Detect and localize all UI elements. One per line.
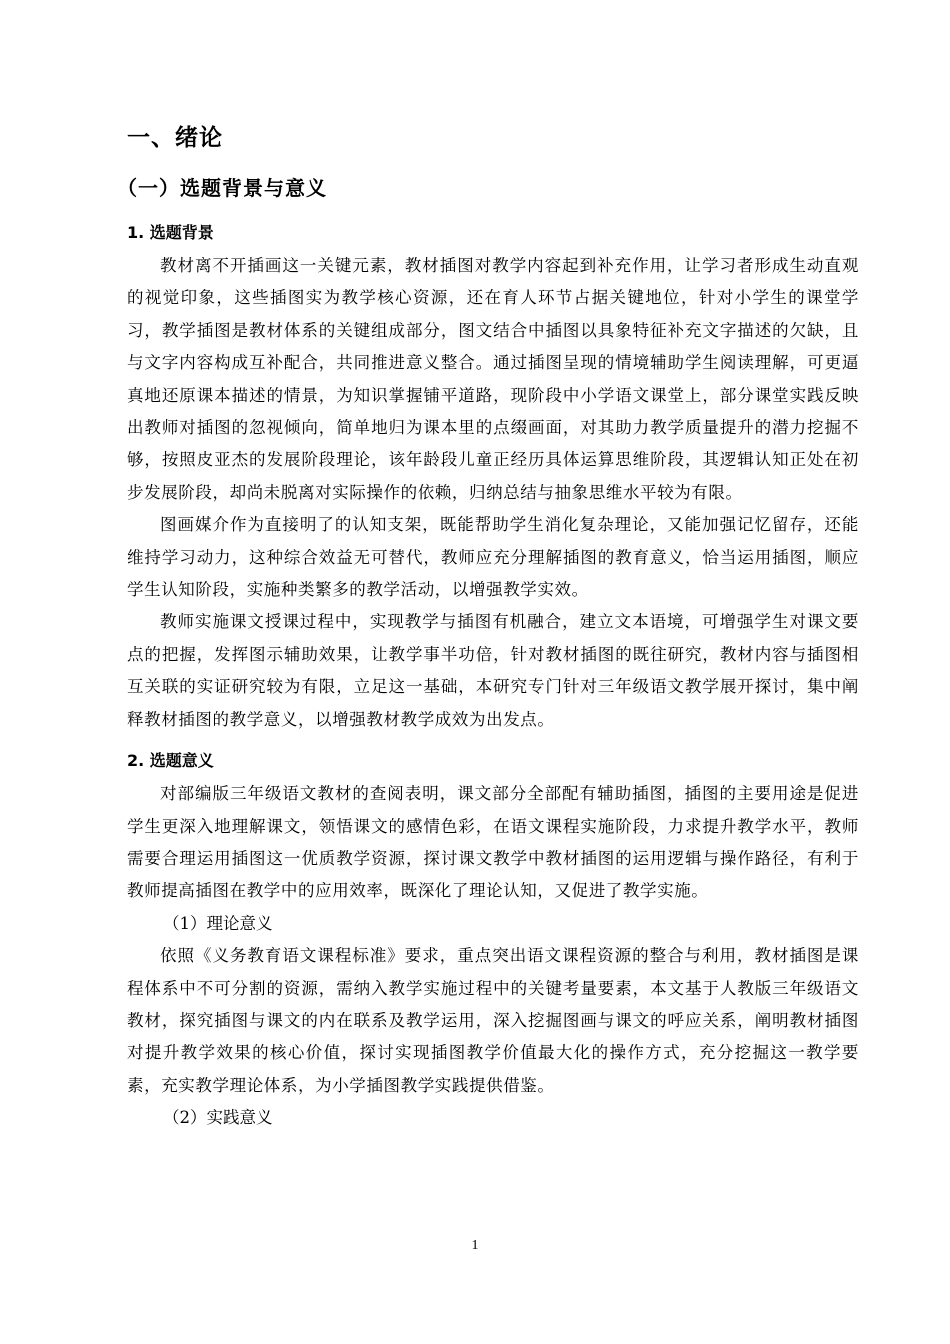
background-heading: 1. 选题背景 xyxy=(127,223,214,242)
section-title: （一）选题背景与意义 xyxy=(117,176,327,200)
practice-heading: （2）实践意义 xyxy=(163,1108,273,1128)
chapter-title: 一、绪论 xyxy=(127,125,223,151)
significance-heading: 2. 选题意义 xyxy=(127,751,214,771)
background-paragraph: 教材离不开插画这一关键元素，教材插图对教学内容起到补充作用，让学习者形成生动直观的视觉印象，这些插图实为教学核心资源，还在育人环节占据关键地位，针对小学生的课堂学习，教学插图是教材体系的关键组成部分，图文结合中插图以具象特征补充文字描述的欠缺，且与文字内容构成互补配合，共同推进意义整合。通过插图呈现的情境辅助学生阅读理解，可更逼真地还原课本描述的情景，为知识掌握铺平道路，现阶段中小学语文课堂上，部分课堂实践反映出教师对插图的忽视倾向，简单地归为课本里的点缀画面，对其助力教学质量提升的潜力挖掘不够，按照皮亚杰的发展阶段理论，该年龄段儿童正经历具体运算思维阶段，其逻辑认知正处在初步发展阶段，却尚未脱离对实际操作的依赖，归纳总结与抽象思维水平较为有限。 xyxy=(127,256,859,502)
theory-paragraph: 依照《义务教育语文课程标准》要求，重点突出语文课程资源的整合与利用，教材插图是课程体系中不可分割的资源，需纳入教学实施过程中的关键考量要素，本文基于人教版三年级语文教材，探究插图与课文的内在联系及教学运用，深入挖掘图画与课文的呼应关系，阐明教材插图对提升教学效果的核心价值，探讨实现插图教学价值最大化的操作方式，充分挖掘这一教学要素，充实教学理论体系，为小学插图教学实践提供借鉴。 xyxy=(127,946,859,1095)
page-number: 1 xyxy=(471,1238,479,1253)
theory-heading: （1）理论意义 xyxy=(163,913,273,933)
page-content xyxy=(117,118,859,1135)
background-paragraph: 教师实施课文授课过程中，实现教学与插图有机融合，建立文本语境，可增强学生对课文要点的把握，发挥图示辅助效果，让教学事半功倍，针对教材插图的既往研究，教材内容与插图相互关联的实证研究较为有限，立足这一基础，本研究专门针对三年级语文教学展开探讨，集中阐释教材插图的教学意义，以增强教材教学成效为出发点。 xyxy=(127,612,859,729)
significance-paragraph: 对部编版三年级语文教材的查阅表明，课文部分全部配有辅助插图，插图的主要用途是促进学生更深入地理解课文，领悟课文的感情色彩，在语文课程实施阶段，力求提升教学水平，教师需要合理运用插图这一优质教学资源，探讨课文教学中教材插图的运用逻辑与操作路径，有利于教师提高插图在教学中的应用效率，既深化了理论认知，又促进了教学实施。 xyxy=(127,784,859,901)
background-paragraph: 图画媒介作为直接明了的认知支架，既能帮助学生消化复杂理论，又能加强记忆留存，还能维持学习动力，这种综合效益无可替代，教师应充分理解插图的教育意义，恰当运用插图，顺应学生认知阶段，实施种类繁多的教学活动，以增强教学实效。 xyxy=(127,515,859,600)
